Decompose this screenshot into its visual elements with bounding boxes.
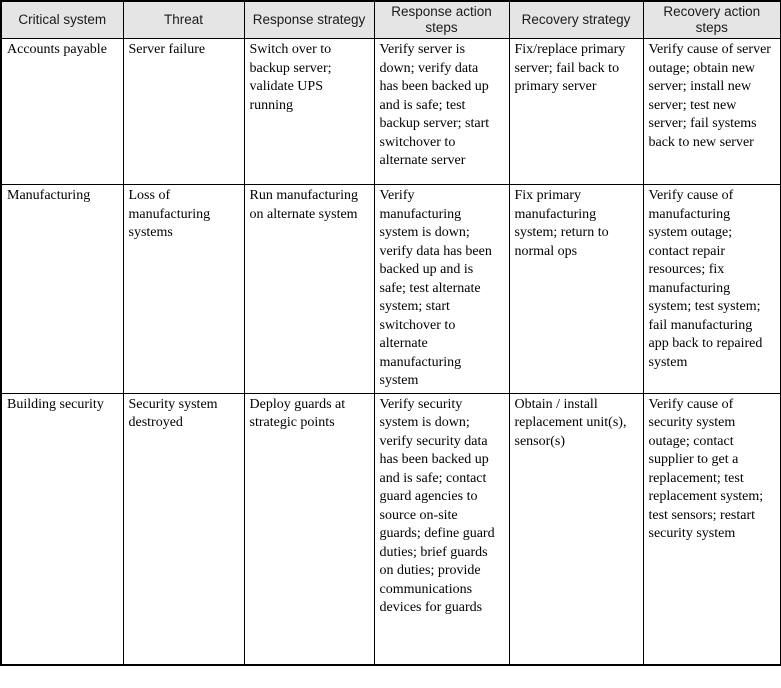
cell-response-strategy: Switch over to backup server; validate UPS running — [244, 39, 374, 185]
cell-critical-system: Manufacturing — [1, 185, 123, 394]
table-row-building-security — [1, 393, 781, 665]
cell-response-strategy: Deploy guards at strategic points — [244, 393, 374, 665]
cell-critical-system: Building security — [1, 393, 123, 665]
cell-response-strategy: Run manufacturing on alternate system — [244, 185, 374, 394]
header-cell-critical-system: Critical system — [1, 1, 123, 39]
header-cell-response-action-steps: Response action steps — [374, 1, 509, 39]
cell-threat: Security system destroyed — [123, 393, 244, 665]
header-cell-threat: Threat — [123, 1, 244, 39]
table-row-accounts-payable — [1, 39, 781, 185]
cell-recovery-action-steps: Verify cause of manufacturing system outage; contact repair resources; fix manufacturing system; test system; fail manufacturing app back to repaired system — [643, 185, 781, 394]
table-header-row — [1, 1, 781, 39]
cell-recovery-action-steps: Verify cause of security system outage; contact supplier to get a replacement; test replacement system; test sensors; restart security system — [643, 393, 781, 665]
table-row-manufacturing — [1, 185, 781, 394]
cell-recovery-strategy: Fix/replace primary server; fail back to primary server — [509, 39, 643, 185]
cell-recovery-action-steps: Verify cause of server outage; obtain new server; install new server; test new server; fail systems back to new server — [643, 39, 781, 185]
cell-recovery-strategy: Obtain / install replacement unit(s), sensor(s) — [509, 393, 643, 665]
cell-critical-system: Accounts payable — [1, 39, 123, 185]
cell-threat: Server failure — [123, 39, 244, 185]
cell-response-action-steps: Verify security system is down; verify security data has been backed up and is safe; contact guard agencies to source on-site guards; define guard duties; brief guards on duties; provide communications devices for guards — [374, 393, 509, 665]
cell-recovery-strategy: Fix primary manufacturing system; return to normal ops — [509, 185, 643, 394]
cell-response-action-steps: Verify manufacturing system is down; verify data has been backed up and is safe; test alternate system; start switchover to alternate manufacturing system — [374, 185, 509, 394]
cell-response-action-steps: Verify server is down; verify data has been backed up and is safe; test backup server; start switchover to alternate server — [374, 39, 509, 185]
header-cell-response-strategy: Response strategy — [244, 1, 374, 39]
cell-threat: Loss of manufacturing systems — [123, 185, 244, 394]
header-cell-recovery-strategy: Recovery strategy — [509, 1, 643, 39]
header-cell-recovery-action-steps: Recovery action steps — [643, 1, 781, 39]
